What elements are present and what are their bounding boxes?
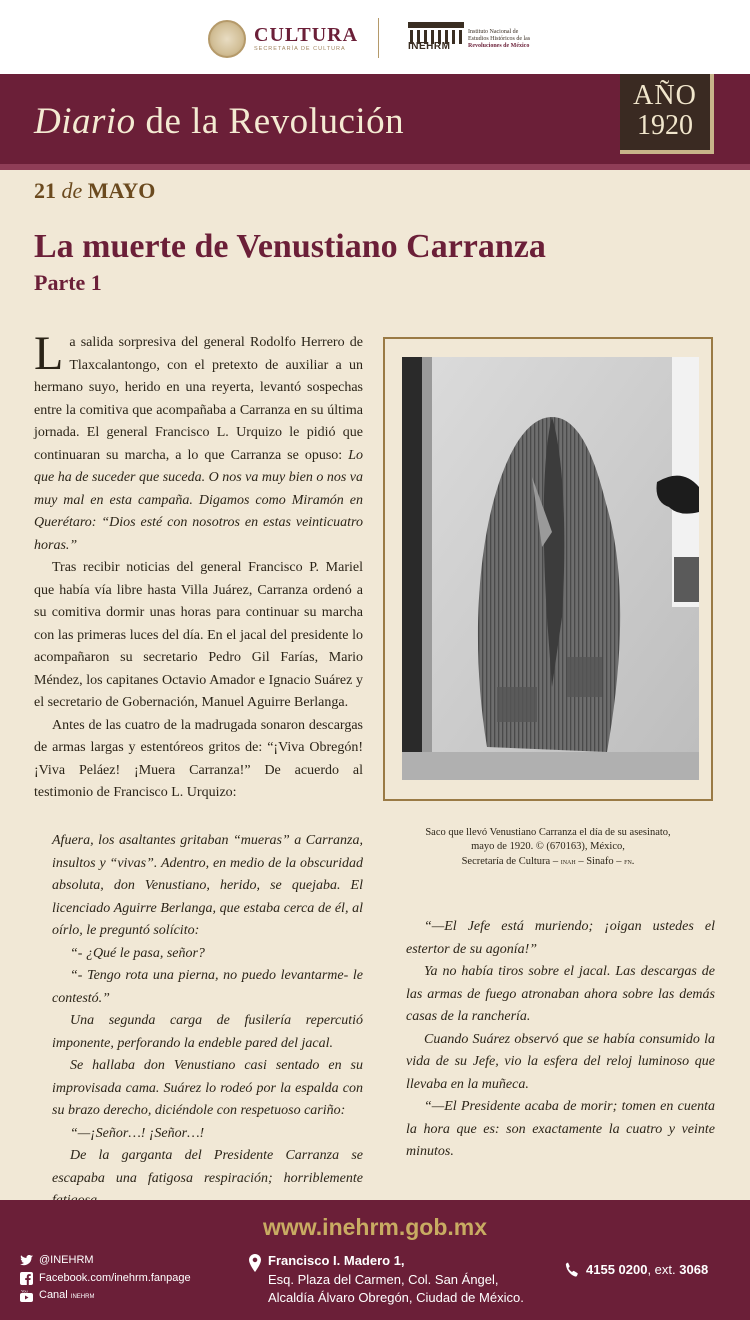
twitter-link[interactable] xyxy=(20,1252,191,1270)
inehrm-fullname: Instituto Nacional de Estudios Históricos de las Revoluciones de México xyxy=(468,29,531,50)
article-headline: La muerte de Venustiano Carranza xyxy=(34,228,546,265)
quote-paragraph: “- ¿Qué le pasa, señor? xyxy=(70,945,205,961)
phone-number: 4155 0200 xyxy=(586,1262,648,1277)
twitter-icon xyxy=(20,1255,33,1266)
paragraph-3: Antes de las cuatro de la madrugada sonaron descargas de armas largas y estentóreos gritos de: “¡Viva Obregón! ¡Viva Peláez! ¡Muera Carranza!” De acuerdo al testimonio de Francisco L. Urquizo: xyxy=(34,717,363,800)
address-line-3: Alcaldía Álvaro Obregón, Ciudad de México. xyxy=(268,1290,524,1305)
quote-paragraph: “—¡Señor…! ¡Señor…! xyxy=(70,1125,205,1141)
quote-paragraph: De la garganta del Presidente Carranza se escapaba una fatigosa respiración; horriblemente xyxy=(52,1148,363,1186)
quote-paragraph: Una segunda carga de fusilería repercutió imponente, perforando la endeble pared del jacal. xyxy=(52,1013,363,1051)
cultura-subtitle: SECRETARÍA DE CULTURA xyxy=(254,46,346,53)
social-links xyxy=(20,1252,191,1305)
logo-divider xyxy=(378,18,379,58)
carranza-jacket-photo[interactable] xyxy=(402,357,699,780)
facebook-url: Facebook.com/inehrm.fanpage xyxy=(39,1271,191,1284)
website-link[interactable]: www.inehrm.gob.mx xyxy=(262,1214,488,1240)
testimony-quote xyxy=(52,830,363,1213)
youtube-link[interactable] xyxy=(20,1287,191,1305)
article-subhead: Parte 1 xyxy=(34,270,102,295)
youtube-icon xyxy=(20,1289,33,1302)
inehrm-logo[interactable] xyxy=(408,22,530,52)
quote-paragraph: “—El Jefe está muriendo; ¡oigan ustedes el estertor de su agonía!” xyxy=(406,919,715,957)
address-line-2: Esq. Plaza del Carmen, Col. San Ángel, xyxy=(268,1271,499,1287)
year-badge xyxy=(620,74,714,154)
twitter-handle: @INEHRM xyxy=(39,1254,94,1266)
mexico-seal-icon xyxy=(208,20,246,58)
paragraph-1: La salida sorpresiva del general Rodolfo Herrero de Tlaxcalantongo, con el pretexto de auxiliar a un hermano suyo, herido en una reyerta, levantó sospechas entre la comitiva que acompañaba a Carranza en su última jornada. El general Francisco L. Urquizo le pidió que continuaran su marcha, a lo que Carranza se opuso: Lo que ha de suceder que suceda. O nos va muy bien o nos va muy mal en esta campaña. Digamos como Miramón en Querétaro: “Dios esté con nosotros en estas veinticuatro horas.” xyxy=(34,327,363,553)
extension-label: , ext. xyxy=(647,1262,680,1277)
cultura-logo[interactable] xyxy=(208,20,358,58)
year-label: AÑO xyxy=(633,80,697,111)
paragraph-2: Tras recibir noticias del general Francisco P. Mariel que había vía libre hasta Villa Juárez, Carranza ordenó a su comitiva dormir unas horas para continuar su marcha con las primeras luces del día. En el jacal del presidente lo acompañaron su secretario Pedro Gil Farías, Mario Méndez, los capitanes Octavio Amador e Ignacio Suárez y el secretario de Gobernación, Manuel Aguirre Berlanga. xyxy=(34,560,363,710)
extension-number: 3068 xyxy=(679,1262,709,1277)
top-header xyxy=(0,0,750,74)
year-value: 1920 xyxy=(637,110,693,141)
quote-paragraph: “- Tengo rota una pierna, no puedo levantarme- le contestó.” xyxy=(52,968,363,1006)
quote-paragraph: Ya no había tiros sobre el jacal. Las descargas de las armas de fuego atronaban ahora sobre las demás casas de la ranchería. xyxy=(406,964,715,1024)
quote-paragraph: “—El Presidente acaba de morir; tomen en cuenta la hora que es: son exactamente la cuatro y veinte minutos. xyxy=(406,1099,715,1159)
masthead-rule xyxy=(0,164,750,170)
address xyxy=(268,1252,524,1308)
cultura-wordmark: CULTURA xyxy=(254,24,359,47)
inehrm-building-icon xyxy=(408,22,464,52)
facebook-link[interactable] xyxy=(20,1270,191,1288)
svg-text:You: You xyxy=(21,1289,28,1294)
youtube-channel: Canal inehrm xyxy=(39,1289,95,1301)
entry-date: 21 de MAYO xyxy=(34,178,156,203)
masthead-title: Diario de la Revolución xyxy=(34,101,405,142)
phone-icon xyxy=(565,1262,578,1277)
quote-paragraph: Cuando Suárez observó que se había consumido la vida de su Jefe, vio la esfera del reloj luminoso que llevaba en la muñeca. xyxy=(406,1031,715,1092)
article-body xyxy=(34,327,363,805)
inehrm-wordmark: INEHRM xyxy=(408,41,451,52)
photo-caption: Saco que llevó Venustiano Carranza el día de su asesinato, mayo de 1920. © (670163), México, Secretaría de Cultura – inah – Sinafo – fn. xyxy=(425,827,671,867)
drop-cap: L xyxy=(34,327,64,380)
testimony-quote-continued xyxy=(406,916,715,1164)
location-pin-icon xyxy=(249,1254,261,1272)
quote-paragraph: Afuera, los asaltantes gritaban “mueras” a Carranza, insultos y “vivas”. Adentro, en medio de la obscuridad absoluta, don Venustiano, herido, se quejaba. El licenciado Aguirre Berlanga, que estaba cerca de él, al oírlo, le preguntó solícito: xyxy=(52,833,363,938)
address-line-1: Francisco I. Madero 1, xyxy=(268,1253,405,1268)
quote-paragraph: Se hallaba don Venustiano casi sentado en su improvisada cama. Suárez lo rodeó por la espalda con su brazo derecho, diciéndole con respetuoso cariño: xyxy=(52,1058,363,1118)
phone-contact[interactable] xyxy=(565,1262,708,1277)
facebook-icon xyxy=(20,1272,33,1285)
